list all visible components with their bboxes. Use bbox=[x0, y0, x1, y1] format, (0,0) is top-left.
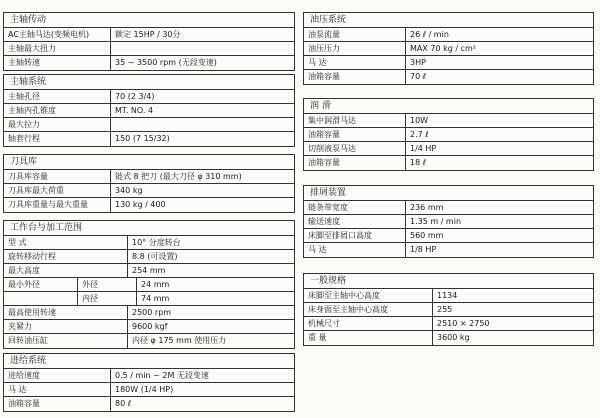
spec-label: 主轴转速 bbox=[4, 56, 111, 70]
spec-label: 回转油压缸 bbox=[4, 334, 128, 348]
spec-row bbox=[4, 56, 294, 70]
spec-value: 80 ℓ bbox=[115, 399, 132, 408]
spec-label: 马 达 bbox=[4, 383, 111, 396]
spec-row bbox=[304, 128, 593, 142]
spec-value: MT. NO. 4 bbox=[115, 106, 154, 115]
spec-row bbox=[4, 184, 294, 198]
section-title: 刀具库 bbox=[4, 155, 294, 170]
spec-row bbox=[4, 42, 294, 56]
left-section-4 bbox=[3, 353, 295, 412]
spec-row bbox=[304, 317, 593, 331]
spec-row bbox=[4, 369, 294, 383]
spec-value: 70 ℓ bbox=[410, 72, 427, 81]
spec-row bbox=[4, 236, 294, 250]
right-section-1 bbox=[303, 98, 594, 171]
right-section-2 bbox=[303, 185, 594, 258]
spec-row bbox=[4, 250, 294, 264]
spec-value: 2.7 ℓ bbox=[410, 130, 429, 139]
spec-value: 180W (1/4 HP) bbox=[115, 385, 174, 394]
spec-row bbox=[304, 114, 593, 128]
spec-value: 链式 8 把刀 (最大刀径 φ 310 mm) bbox=[115, 172, 242, 181]
spec-label: 油箱容量 bbox=[304, 70, 406, 84]
spec-row bbox=[304, 56, 593, 70]
spec-label: 油泵流量 bbox=[304, 28, 406, 41]
spec-value: 3600 kg bbox=[437, 333, 470, 342]
spec-value: 340 kg bbox=[115, 186, 143, 195]
spec-value: 18 ℓ bbox=[410, 158, 427, 167]
spec-row bbox=[4, 334, 294, 348]
spec-sub-label: 内径 bbox=[78, 292, 137, 305]
spec-label: 刀具库最大荷重 bbox=[4, 184, 111, 197]
spec-row bbox=[304, 201, 593, 215]
spec-sub-label: 外径 bbox=[78, 278, 137, 291]
spec-row bbox=[4, 383, 294, 397]
spec-label: 集中润滑马达 bbox=[304, 114, 406, 127]
spec-row bbox=[304, 42, 593, 56]
spec-value: 0.5 / min ~ 2M 无段变速 bbox=[115, 371, 209, 380]
spec-label: 旋转移动行程 bbox=[4, 250, 128, 263]
spec-value: 130 kg / 400 bbox=[115, 200, 166, 209]
spec-label: 床身面至主轴中心高度 bbox=[304, 303, 433, 316]
spec-label: 马 达 bbox=[304, 243, 406, 257]
spec-value: 1/4 HP bbox=[410, 144, 437, 153]
spec-label: 油箱容量 bbox=[304, 128, 406, 141]
spec-value: MAX 70 kg / cm² bbox=[410, 44, 477, 53]
section-title: 一般规格 bbox=[304, 274, 593, 289]
spec-row bbox=[4, 170, 294, 184]
spec-label: 床脚至排屑口高度 bbox=[304, 229, 406, 242]
spec-label: 油压压力 bbox=[304, 42, 406, 55]
spec-label: 最小外径 bbox=[4, 278, 78, 291]
spec-value: 26 ℓ / min bbox=[410, 30, 449, 39]
spec-row bbox=[4, 397, 294, 411]
section-title: 油压系统 bbox=[304, 13, 593, 28]
spec-value: 2510 × 2750 bbox=[437, 319, 490, 328]
spec-row bbox=[304, 331, 593, 345]
spec-row bbox=[304, 229, 593, 243]
spec-label: 最大高度 bbox=[4, 264, 128, 277]
spec-value: 35 ~ 3500 rpm (无段变速) bbox=[115, 58, 217, 67]
spec-value: 额定 15HP / 30分 bbox=[115, 30, 181, 39]
spec-label: 主轴孔径 bbox=[4, 90, 111, 103]
left-section-3 bbox=[3, 220, 295, 349]
spec-row bbox=[4, 132, 294, 146]
spec-label: 机械尺寸 bbox=[304, 317, 433, 330]
spec-label bbox=[4, 292, 78, 305]
spec-value bbox=[111, 42, 294, 55]
spec-value: 10° 分度转台 bbox=[132, 238, 181, 247]
spec-label: 型 式 bbox=[4, 236, 128, 249]
spec-label: 夹紧力 bbox=[4, 320, 128, 333]
spec-row bbox=[4, 306, 294, 320]
spec-label: 输送速度 bbox=[304, 215, 406, 228]
spec-row bbox=[4, 28, 294, 42]
spec-value: 2500 rpm bbox=[132, 308, 172, 317]
spec-value: 内径 φ 175 mm 使用压力 bbox=[132, 336, 227, 345]
spec-row bbox=[4, 198, 294, 212]
section-title: 进给系统 bbox=[4, 354, 294, 369]
spec-value: 8.8 (可设置) bbox=[132, 252, 178, 261]
spec-value: 150 (7 15/32) bbox=[115, 134, 170, 143]
spec-row bbox=[304, 70, 593, 84]
spec-value: 3HP bbox=[410, 58, 426, 67]
spec-label: 重 量 bbox=[304, 331, 433, 345]
section-title: 主轴传动 bbox=[4, 13, 294, 28]
left-section-0 bbox=[3, 12, 295, 71]
spec-row bbox=[304, 289, 593, 303]
spec-row bbox=[4, 264, 294, 278]
spec-label: 主轴内孔锥度 bbox=[4, 104, 111, 117]
spec-label: 油箱容量 bbox=[4, 397, 111, 411]
spec-row bbox=[4, 104, 294, 118]
spec-label: 主轴最大扭力 bbox=[4, 42, 111, 55]
spec-value: 74 mm bbox=[141, 294, 170, 303]
spec-value: 1.35 m / min bbox=[410, 217, 462, 226]
right-section-3 bbox=[303, 273, 594, 346]
section-title: 工作台与加工范围 bbox=[4, 221, 294, 236]
spec-value: 560 mm bbox=[410, 231, 444, 240]
spec-label: 切削液泵马达 bbox=[304, 142, 406, 155]
spec-label: 马 达 bbox=[304, 56, 406, 69]
section-title: 排屑装置 bbox=[304, 186, 593, 201]
spec-label: 进给速度 bbox=[4, 369, 111, 382]
spec-row bbox=[4, 320, 294, 334]
section-title: 主轴系统 bbox=[4, 75, 294, 90]
spec-row bbox=[304, 142, 593, 156]
spec-row bbox=[304, 215, 593, 229]
spec-label: 刀具库重量与最大重量 bbox=[4, 198, 111, 212]
spec-label: 刀具库容量 bbox=[4, 170, 111, 183]
spec-label: 最高使用转速 bbox=[4, 306, 128, 319]
spec-value: 24 mm bbox=[141, 280, 170, 289]
spec-label: 床脚至主轴中心高度 bbox=[304, 289, 433, 302]
spec-value: 1/8 HP bbox=[410, 245, 437, 254]
spec-value: 254 mm bbox=[132, 266, 166, 275]
spec-label: 轴套行程 bbox=[4, 132, 111, 146]
spec-value: 70 (2 3/4) bbox=[115, 92, 155, 101]
spec-row bbox=[304, 243, 593, 257]
section-title: 润 滑 bbox=[304, 99, 593, 114]
spec-value: 9600 kgf bbox=[132, 322, 168, 331]
spec-value: 255 bbox=[437, 305, 453, 314]
spec-row bbox=[4, 118, 294, 132]
spec-row bbox=[304, 28, 593, 42]
spec-value: 236 mm bbox=[410, 203, 444, 212]
spec-label: AC主轴马达(变频电机) bbox=[4, 28, 111, 41]
spec-label: 最大拉力 bbox=[4, 118, 111, 131]
left-section-2 bbox=[3, 154, 295, 213]
left-section-1 bbox=[3, 74, 295, 147]
spec-value bbox=[111, 118, 294, 131]
spec-value: 10W bbox=[410, 116, 429, 125]
spec-row bbox=[4, 90, 294, 104]
spec-row bbox=[304, 303, 593, 317]
spec-label: 链条带宽度 bbox=[304, 201, 406, 214]
spec-row bbox=[4, 278, 294, 292]
right-section-0 bbox=[303, 12, 594, 85]
spec-row bbox=[4, 292, 294, 306]
spec-row bbox=[304, 156, 593, 170]
spec-value: 1134 bbox=[437, 291, 458, 300]
spec-label: 油箱容量 bbox=[304, 156, 406, 170]
